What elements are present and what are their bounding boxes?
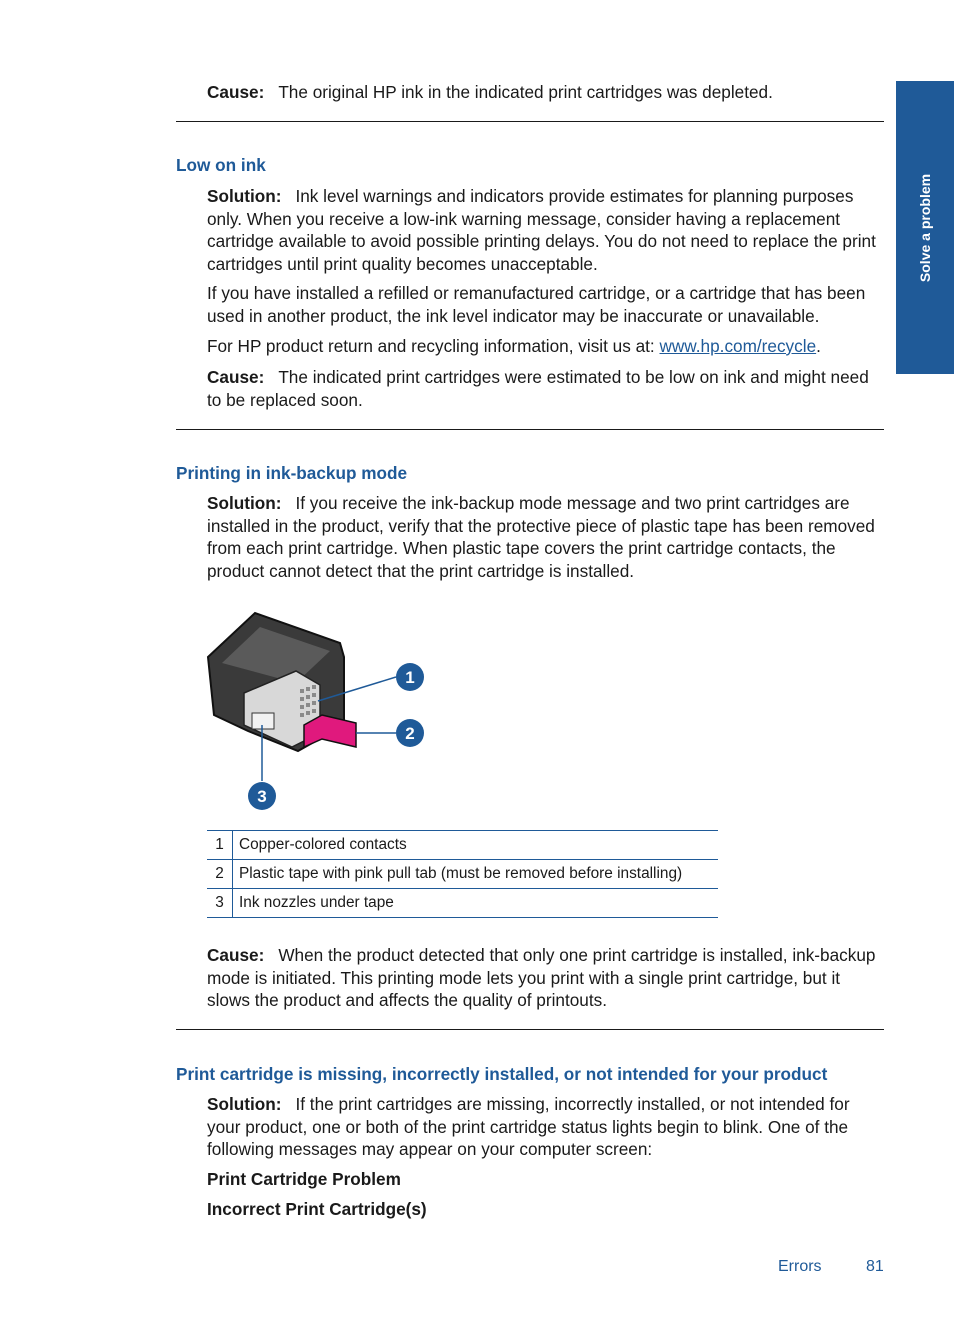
side-tab	[896, 81, 954, 374]
legend-number: 3	[207, 889, 233, 918]
legend-number: 2	[207, 860, 233, 889]
low-ink-refill-paragraph: If you have installed a refilled or remanufactured cartridge, or a cartridge that has been used in another product, the ink level indicator may be inaccurate or unavailable.	[207, 283, 866, 326]
cause-text: The original HP ink in the indicated print cartridges was depleted.	[278, 82, 773, 102]
legend-text: Ink nozzles under tape	[233, 889, 719, 918]
ink-nozzles	[252, 713, 274, 729]
solution-text: If you receive the ink-backup mode message and two print cartridges are installed in the product, verify that the protective piece of plastic tape has been removed from each print cartridge. When plastic tape covers the print cartridge contacts, the product cannot detect that the print cartridge is installed.	[207, 493, 875, 581]
print-cartridge-illustration	[200, 605, 440, 820]
section-heading-ink-backup: Printing in ink-backup mode	[176, 463, 408, 483]
side-tab-label: Solve a problem	[917, 173, 933, 282]
low-ink-solution	[207, 185, 887, 275]
solution-label: Solution:	[207, 493, 282, 513]
table-row	[207, 831, 718, 860]
page-number: 81	[866, 1258, 884, 1275]
recycle-end: .	[816, 336, 821, 356]
section-heading-low-ink: Low on ink	[176, 155, 266, 175]
callout-3-label: 3	[257, 787, 267, 806]
divider	[176, 429, 884, 430]
cause-text: The indicated print cartridges were estimated to be low on ink and might need to be replaced soon.	[207, 367, 869, 410]
recycle-text: For HP product return and recycling information, visit us at:	[207, 336, 660, 356]
depleted-cause	[207, 81, 887, 104]
legend-number: 1	[207, 831, 233, 860]
cause-text: When the product detected that only one print cartridge is installed, ink-backup mode is initiated. This printing mode lets you print with a single print cartridge, but it slows the product and affects the quality of printouts.	[207, 945, 876, 1011]
low-ink-recycle-paragraph	[207, 335, 887, 358]
solution-text: If the print cartridges are missing, incorrectly installed, or not intended for your product, one or both of the print cartridge status lights begin to blink. One of the following messages may appear on your computer screen:	[207, 1094, 850, 1160]
recycle-link[interactable]: www.hp.com/recycle	[659, 336, 817, 356]
figure-legend-table	[207, 830, 718, 918]
cause-label: Cause:	[207, 367, 265, 387]
divider	[176, 121, 884, 122]
backup-cause	[207, 944, 887, 1012]
table-row	[207, 860, 718, 889]
solution-label: Solution:	[207, 1094, 282, 1114]
message-incorrect-cartridges: Incorrect Print Cartridge(s)	[207, 1199, 427, 1219]
low-ink-cause	[207, 366, 887, 411]
legend-text: Plastic tape with pink pull tab (must be removed before installing)	[233, 860, 719, 889]
cause-label: Cause:	[207, 945, 265, 965]
callout-2-label: 2	[405, 724, 415, 743]
table-row	[207, 889, 718, 918]
message-print-cartridge-problem: Print Cartridge Problem	[207, 1169, 401, 1189]
footer-section-label: Errors	[778, 1258, 822, 1275]
missing-solution	[207, 1093, 887, 1161]
cause-label: Cause:	[207, 82, 265, 102]
solution-text: Ink level warnings and indicators provide estimates for planning purposes only. When you receive a low-ink warning message, consider having a replacement cartridge available to avoid possible printing delays. You do not need to replace the print cartridges until print quality becomes unacceptable.	[207, 186, 876, 274]
callout-1-label: 1	[405, 668, 415, 687]
divider	[176, 1029, 884, 1030]
backup-solution	[207, 492, 887, 582]
legend-text: Copper-colored contacts	[233, 831, 719, 860]
section-heading-cartridge-missing: Print cartridge is missing, incorrectly installed, or not intended for your product	[176, 1064, 828, 1084]
solution-label: Solution:	[207, 186, 282, 206]
